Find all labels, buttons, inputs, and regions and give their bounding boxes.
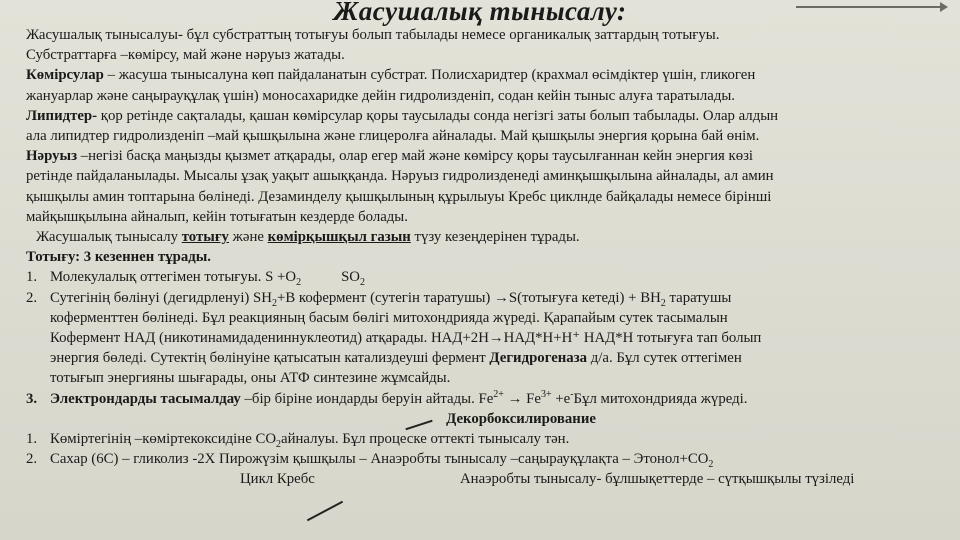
list-number: 3. — [26, 390, 38, 407]
list-number: 1. — [26, 431, 38, 448]
slide-content — [26, 25, 946, 489]
text-span: +e — [551, 390, 571, 407]
text-span: энергия бөледі. Сутектің бөлінуіне қатысатын катализдеуші фермент — [50, 350, 490, 367]
text-line: тотығып энергияны шығарады, оны АТФ синтезине жұмсайды. — [50, 370, 451, 387]
list-item — [26, 267, 946, 287]
superscript: 2+ — [493, 388, 504, 400]
section-heading: Декорбоксилирование — [446, 410, 596, 427]
term-co2: көмірқышқыл газын — [267, 229, 411, 246]
text-span: Молекулалық оттегімен тотығуы. S +O — [50, 269, 297, 286]
term-dehydrogenase: Дегидрогеназа — [489, 350, 588, 367]
text-span: – жасуша тынысалуна көп пайдаланатын субстрат. Полисхаридтер (крахмал өсімдіктер үшін, гликоген — [103, 67, 756, 84]
list-item — [26, 449, 946, 469]
text-span: Анаэробты тынысалу- бұлшықеттерде – сүтқышқылы түзіледі — [460, 471, 855, 488]
text-span: Цикл Кребс — [240, 471, 315, 488]
subscript: 2 — [660, 297, 666, 309]
text-line — [26, 227, 946, 247]
list-number: 1. — [26, 269, 38, 286]
slide-title: Жасушалық тынысалу: — [333, 0, 627, 26]
superscript: 3+ — [540, 388, 552, 400]
arrow-icon — [307, 501, 343, 522]
subscript: 2 — [271, 297, 277, 309]
text-span: +В кофермент (сутегін таратушы) →S(тотығуға кетеді) + ВН — [276, 289, 661, 306]
term-protein: Нәруыз — [26, 148, 78, 165]
text-span: –бір біріне иондарды беруін айтады. Fe — [240, 390, 494, 407]
text-span: Бұл митохондрияда жүреді. — [573, 390, 748, 407]
text-line — [26, 469, 946, 489]
text-span: → Fe — [503, 390, 541, 407]
list-number: 2. — [26, 289, 38, 306]
text-span: айналуы. Бұл процеске оттекті тынысалу тән. — [281, 431, 570, 448]
text-span: қор ретінде сақталады, қашан көмірсулар қоры таусылады сонда негізгі заты болып табылады. Олар алдын — [97, 107, 779, 124]
text-line: ретінде пайдаланылады. Мысалы ұзақ уақыт ашыққанда. Нәруыз гидролизденеді аминқышқылына айналады, ал амин — [26, 168, 774, 185]
text-line: Кофермент НАД (никотинамидадениннуклеотид) атқарады. НАД+2Н→НАД*Н+Н⁺ НАД*Н тотығуға тап болып — [50, 330, 762, 347]
text-line: жануарлар және саңырауқұлақ үшін) моносахаридке дейін гидролизденіп, содан кейін тыныс алуға таратылады. — [26, 87, 735, 104]
subscript: 2 — [708, 459, 714, 471]
section-heading: Тотығу: 3 кезеннен тұрады. — [26, 249, 211, 266]
text-line: Жасушалық тынысалуы- бұл субстраттың тотығуы болып табылады немесе органикалық заттардың тотығуы. — [26, 27, 720, 43]
text-span: таратушы — [665, 289, 732, 306]
subscript: 2 — [359, 277, 365, 289]
text-line: қышқылы амин топтарына бөлінеді. Дезаминделу қышқылының құрылыуы Кребс циклнде байқалады немесе бірінші — [26, 188, 772, 205]
text-span: Сахар (6С) – гликолиз -2Х Пирожүзім қышқылы – Анаэробты тынысалу –саңырауқұлақта – Этонол+СО — [50, 451, 709, 468]
text-line: ала липидтер гидролизденіп –май қышқылына және глицеролға айналады. Май қышқылы энергия қорына бай өнім. — [26, 128, 760, 145]
term-electron-transport: Электрондарды тасымалдау — [50, 390, 241, 407]
text-line — [26, 146, 946, 166]
text-line: коферменттен бөлінеді. Бұл реакцияның басым бөлігі митохондрияда жүреді. Қарапайым сутек тасымалын — [50, 309, 728, 326]
term-carbohydrates: Көмірсулар — [26, 67, 104, 84]
text-span: Көміртегінің –көміртекоксидіне СО — [50, 431, 277, 448]
subscript: 2 — [276, 439, 282, 451]
text-span: д/а. Бұл сутек оттегімен — [587, 350, 742, 367]
text-line — [26, 65, 946, 85]
text-span: SO — [341, 269, 360, 286]
text-span: Сутегінің бөлінуі (дегидрленуі) SH — [50, 289, 272, 306]
text-span: –негізі басқа маңызды қызмет атқарады, олар егер май және көмірсу қоры таусылғаннан кейн энергия көзі — [77, 148, 754, 165]
list-item — [26, 288, 946, 308]
text-line — [26, 106, 946, 126]
list-number: 2. — [26, 451, 38, 468]
text-span: түзу кезеңдерінен тұрады. — [410, 229, 580, 246]
text-line: Субстраттарға –көмірсу, май және нәруыз жатады. — [26, 47, 345, 64]
text-line: майқышқылына айналып, кейін тотығатын кездерде болады. — [26, 208, 408, 225]
subscript: 2 — [296, 277, 302, 289]
text-line — [26, 348, 946, 368]
superscript: - — [570, 388, 574, 400]
list-item — [26, 389, 946, 409]
text-span: Жасушалық тынысалу — [36, 229, 182, 246]
term-oxidation: тотығу — [181, 229, 229, 246]
text-span: және — [228, 229, 268, 246]
term-lipids: Липидтер- — [26, 107, 98, 124]
list-item — [26, 429, 946, 449]
